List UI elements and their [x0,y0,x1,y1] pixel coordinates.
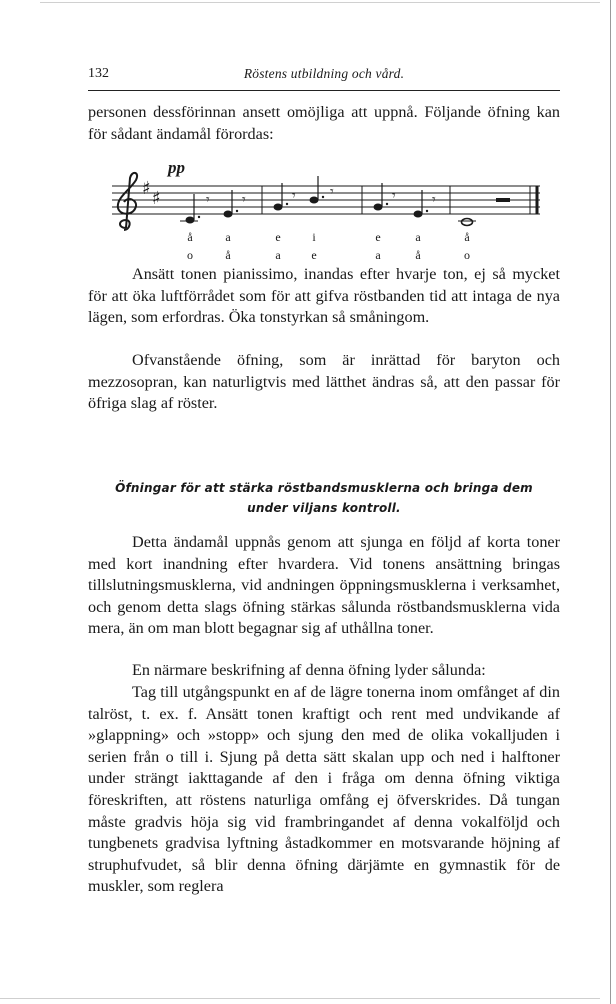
vowel-lower: o [187,248,193,262]
page-number: 132 [88,66,109,81]
svg-text:𝄾: 𝄾 [292,188,296,204]
body-paragraph: Ofvanstående öfning, som är inrättad för baryton och mezzosopran, kan naturligtvis med lätthet ändras så, att den passar för öfriga slag af röster. [88,351,560,413]
svg-text:♯: ♯ [152,188,161,209]
section-heading-line: Öfningar för att stärka röstbandsmusklerna och bringa dem [115,481,533,495]
vowel-upper: å [187,230,193,244]
page-header [88,66,560,86]
svg-text:♯: ♯ [142,178,151,199]
vowel-upper: å [464,230,470,244]
vowel-lower: a [375,248,381,262]
vowel-lower: å [225,248,231,262]
section-heading-line: under viljans kontroll. [247,501,401,515]
vowel-lower: e [311,248,317,262]
section-heading [88,478,560,518]
section-paragraph: Detta ändamål uppnås genom att sjunga en följd af korta toner med kort inandning efter hvardera. Vid tonens ansättning bringas tillslutningsmusklerna, vid andningen öppningsmusklerna i verksamhet, och genom detta slags öfning stärkas sålunda röstbandsmusklerna vida mera, än om man blott begagnar sig af uthållna toner. [88,533,560,638]
vowel-lower: a [275,248,281,262]
vowel-upper: a [225,230,231,244]
section-paragraph: Tag till utgångspunkt en af de lägre tonerna inom omfånget af din talröst, t. ex. f. Ansätt tonen kraftigt och rent med undvikande af »glappning» och »stopp» och sjung den med de olika vokalljuden i serien från o till i. Sjung på detta sätt skalan upp och ned i halftoner under strängt iakttagande af den i fråga om denna öfning viktiga föreskriften, att röstens naturliga omfång ej öfverskrides. Då tungan måste gradvis höja sig vid frambringandet af denna vokalföljd och tungbenets gradvisa lyftning åstadkommer en motsvarande höjning af struphufvudet, så blir denna öfning därjämte en gymnastik för de muskler, som reglera [88,683,560,896]
svg-text:𝄾: 𝄾 [206,192,210,208]
scan-edge-top [40,2,600,3]
scan-edge-right [610,0,611,1004]
dynamic-marking: pp [168,158,185,177]
vowel-upper: i [312,230,316,244]
vowel-upper: e [375,230,381,244]
treble-clef-icon [118,173,137,230]
scan-edge-bottom [0,998,600,999]
vowel-lower: å [415,248,421,262]
section-paragraph: En närmare beskrifning af denna öfning lyder sålunda: [132,661,486,679]
svg-text:𝄾: 𝄾 [432,192,436,208]
music-example [100,156,560,262]
body-paragraph: Ansätt tonen pianissimo, inandas efter hvarje ton, ej så mycket för att öka luftförrådet som för att gifva röstbanden tid att intaga de nya lägen, som erfordras. Öka tonstyrkan så småningom. [88,265,560,327]
header-rule [88,90,560,91]
intro-paragraph: personen dessförinnan ansett omöjliga att uppnå. Följande öfning kan för sådant ändamål förordas: [88,103,560,143]
svg-text:𝄾: 𝄾 [242,192,246,208]
svg-text:𝄾: 𝄾 [392,188,396,204]
running-title: Röstens utbildning och vård. [243,66,405,81]
vowel-upper: e [275,230,281,244]
vowel-lower: o [464,248,470,262]
vowel-upper: a [415,230,421,244]
svg-text:𝄾: 𝄾 [330,184,334,200]
